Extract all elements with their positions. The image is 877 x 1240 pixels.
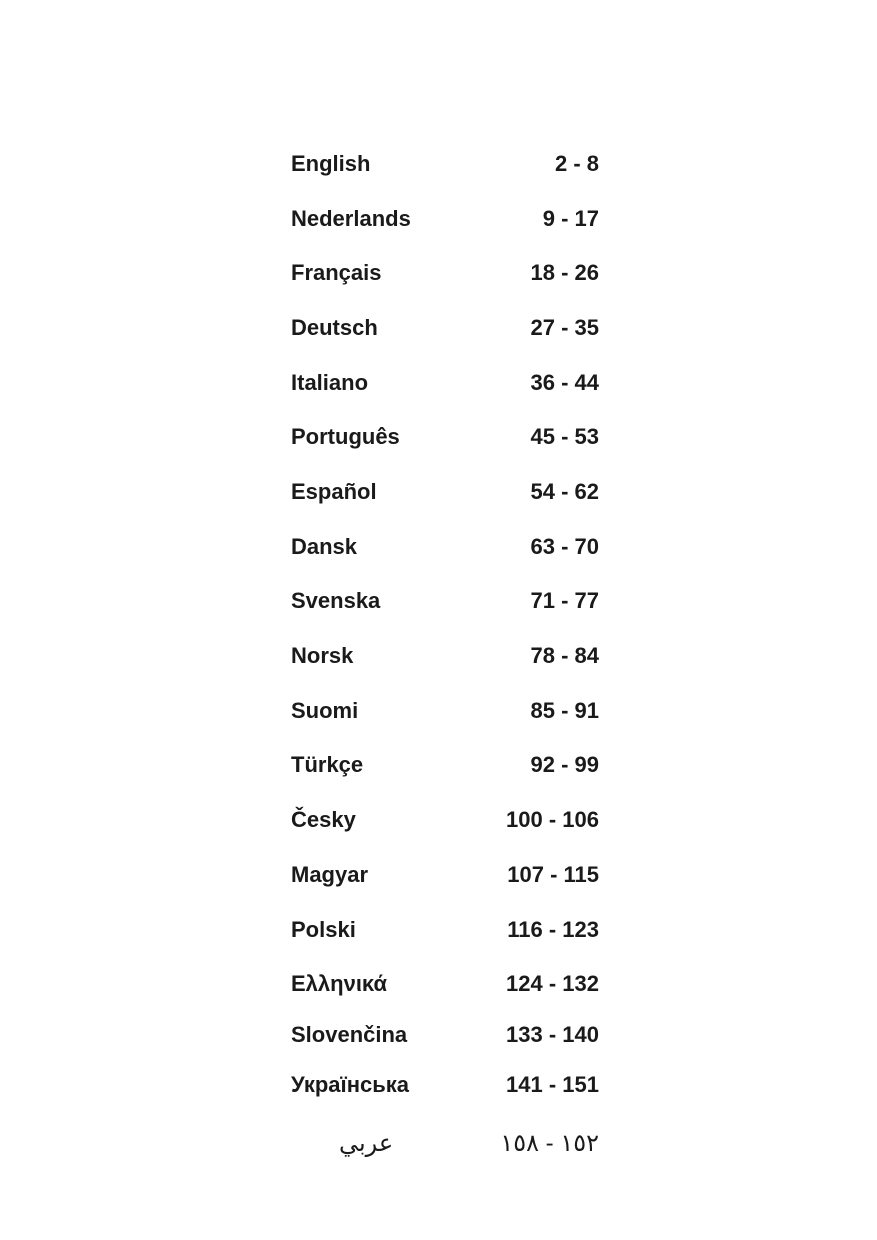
language-name: Polski [291, 917, 356, 942]
page-range: 45 - 53 [530, 424, 599, 449]
language-entry-greek[interactable] [291, 969, 599, 999]
page-range: 92 - 99 [530, 752, 599, 777]
language-entry-slovencina[interactable] [291, 1020, 599, 1050]
language-name: Suomi [291, 698, 359, 723]
language-name: Svenska [291, 588, 381, 613]
page-range: 107 - 115 [507, 862, 599, 887]
page-range: 54 - 62 [530, 479, 599, 504]
language-entry-cesky[interactable] [291, 805, 599, 835]
language-entry-suomi[interactable] [291, 696, 599, 726]
page-range: 71 - 77 [530, 588, 599, 613]
language-name: Deutsch [291, 315, 378, 340]
language-entry-dansk[interactable] [291, 532, 599, 562]
language-name: Português [291, 424, 400, 449]
page-range: 133 - 140 [506, 1022, 599, 1047]
language-name: Türkçe [291, 752, 364, 777]
page-range: 9 - 17 [542, 206, 599, 231]
page-range: 100 - 106 [506, 807, 599, 832]
language-entry-espanol[interactable] [291, 477, 599, 507]
language-name: Українська [291, 1072, 410, 1097]
page-range: 36 - 44 [530, 370, 599, 395]
language-entry-svenska[interactable] [291, 586, 599, 616]
language-entry-english[interactable] [291, 149, 599, 179]
language-name: Magyar [291, 862, 369, 887]
language-entry-italiano[interactable] [291, 368, 599, 398]
page-range: 63 - 70 [530, 534, 599, 559]
language-entry-portugues[interactable] [291, 422, 599, 452]
language-entry-nederlands[interactable] [291, 204, 599, 234]
language-name: English [291, 151, 371, 176]
page-range: 141 - 151 [506, 1072, 599, 1097]
language-name: Nederlands [291, 206, 411, 231]
language-name: عربي [339, 1130, 394, 1157]
language-entry-arabic[interactable] [291, 1129, 599, 1159]
page-range: 2 - 8 [554, 151, 599, 176]
language-name: Norsk [291, 643, 354, 668]
language-entry-polski[interactable] [291, 915, 599, 945]
language-entry-francais[interactable] [291, 258, 599, 288]
page-range: 78 - 84 [530, 643, 599, 668]
page-range: ١٥٢ - ١٥٨ [500, 1130, 599, 1157]
language-name: Dansk [291, 534, 358, 559]
language-entry-ukrainian[interactable] [291, 1070, 599, 1100]
language-name: Français [291, 260, 382, 285]
language-entry-norsk[interactable] [291, 641, 599, 671]
language-name: Ελληνικά [291, 971, 387, 996]
language-entry-deutsch[interactable] [291, 313, 599, 343]
language-name: Español [291, 479, 377, 504]
page-range: 18 - 26 [530, 260, 599, 285]
language-entry-turkce[interactable] [291, 750, 599, 780]
page-range: 27 - 35 [530, 315, 599, 340]
page-range: 85 - 91 [530, 698, 599, 723]
page-range: 124 - 132 [506, 971, 599, 996]
language-name: Italiano [291, 370, 369, 395]
language-name: Česky [291, 807, 356, 832]
language-entry-magyar[interactable] [291, 860, 599, 890]
language-name: Slovenčina [291, 1022, 408, 1047]
page-range: 116 - 123 [507, 917, 599, 942]
